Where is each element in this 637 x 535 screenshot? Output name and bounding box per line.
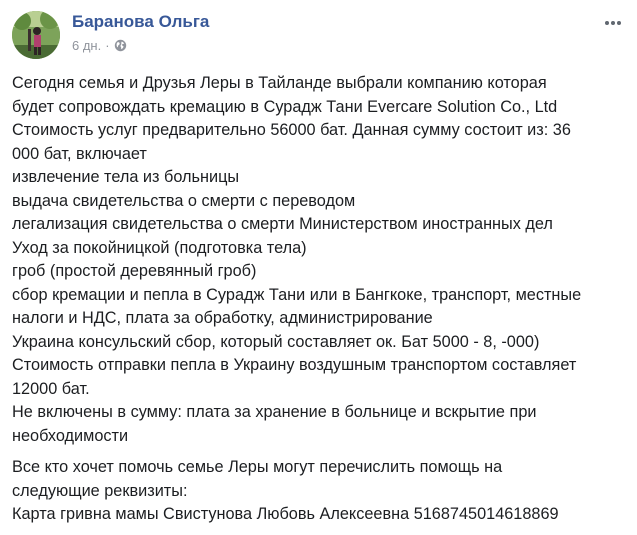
post-text-line: необходимости — [12, 426, 129, 445]
post-text-line: Украина консульский сбор, который составляет ок. Бат 5000 - 8, -000) — [12, 332, 540, 351]
post-text-line: налоги и НДС, плата за обработку, администрирование — [12, 309, 433, 327]
post-text-line: гроб (простой деревянный гроб) — [12, 262, 257, 280]
post-text-line: следующие реквизиты: — [12, 481, 188, 500]
post-text-line: извлечение тела из больницы — [12, 168, 240, 186]
avatar-photo — [12, 11, 60, 59]
post-text-line: Карта гривна мамы Свистунова Любовь Алексеевна 5168745014618869 — [12, 505, 559, 523]
post-text-line: будет сопровождать кремацию в Сурадж Тани Evercare Solution Co., Ltd — [12, 97, 558, 116]
author-avatar[interactable] — [12, 11, 60, 59]
post-paragraph-1 — [12, 72, 624, 448]
paragraph-gap — [12, 448, 624, 456]
post-text-line: Стоимость отправки пепла в Украину воздушным транспортом составляет — [12, 356, 577, 374]
post-text-line: Все кто хочет помочь семье Леры могут перечислить помощь на — [12, 458, 503, 476]
author-name-link[interactable]: Баранова Ольга — [72, 12, 210, 31]
post-text-line: сбор кремации и пепла в Сурадж Тани или в Бангкоке, транспорт, местные — [12, 285, 582, 304]
post-text — [12, 72, 624, 527]
meta-separator: · — [105, 38, 110, 53]
post-text-line: Уход за покойницкой (подготовка тела) — [12, 238, 307, 257]
post-meta — [72, 38, 127, 53]
post-text-line: 000 бат, включает — [12, 144, 147, 163]
post-paragraph-2 — [12, 456, 624, 527]
globe-icon[interactable] — [114, 39, 127, 52]
post-text-line: легализация свидетельства о смерти Министерством иностранных дел — [12, 215, 553, 233]
post-text-line: Сегодня семья и Друзья Леры в Тайланде выбрали компанию которая — [12, 74, 547, 92]
post-header — [12, 11, 625, 61]
post-text-line: Не включены в сумму: плата за хранение в больнице и вскрытие при — [12, 403, 537, 421]
post-text-line: выдача свидетельства о смерти с переводом — [12, 191, 356, 210]
post-text-line: Стоимость услуг предварительно 56000 бат. Данная сумму состоит из: 36 — [12, 121, 571, 139]
post-timestamp-link[interactable]: 6 дн. — [72, 38, 102, 53]
more-options-icon[interactable] — [601, 13, 625, 33]
post-text-line: 12000 бат. — [12, 379, 90, 398]
